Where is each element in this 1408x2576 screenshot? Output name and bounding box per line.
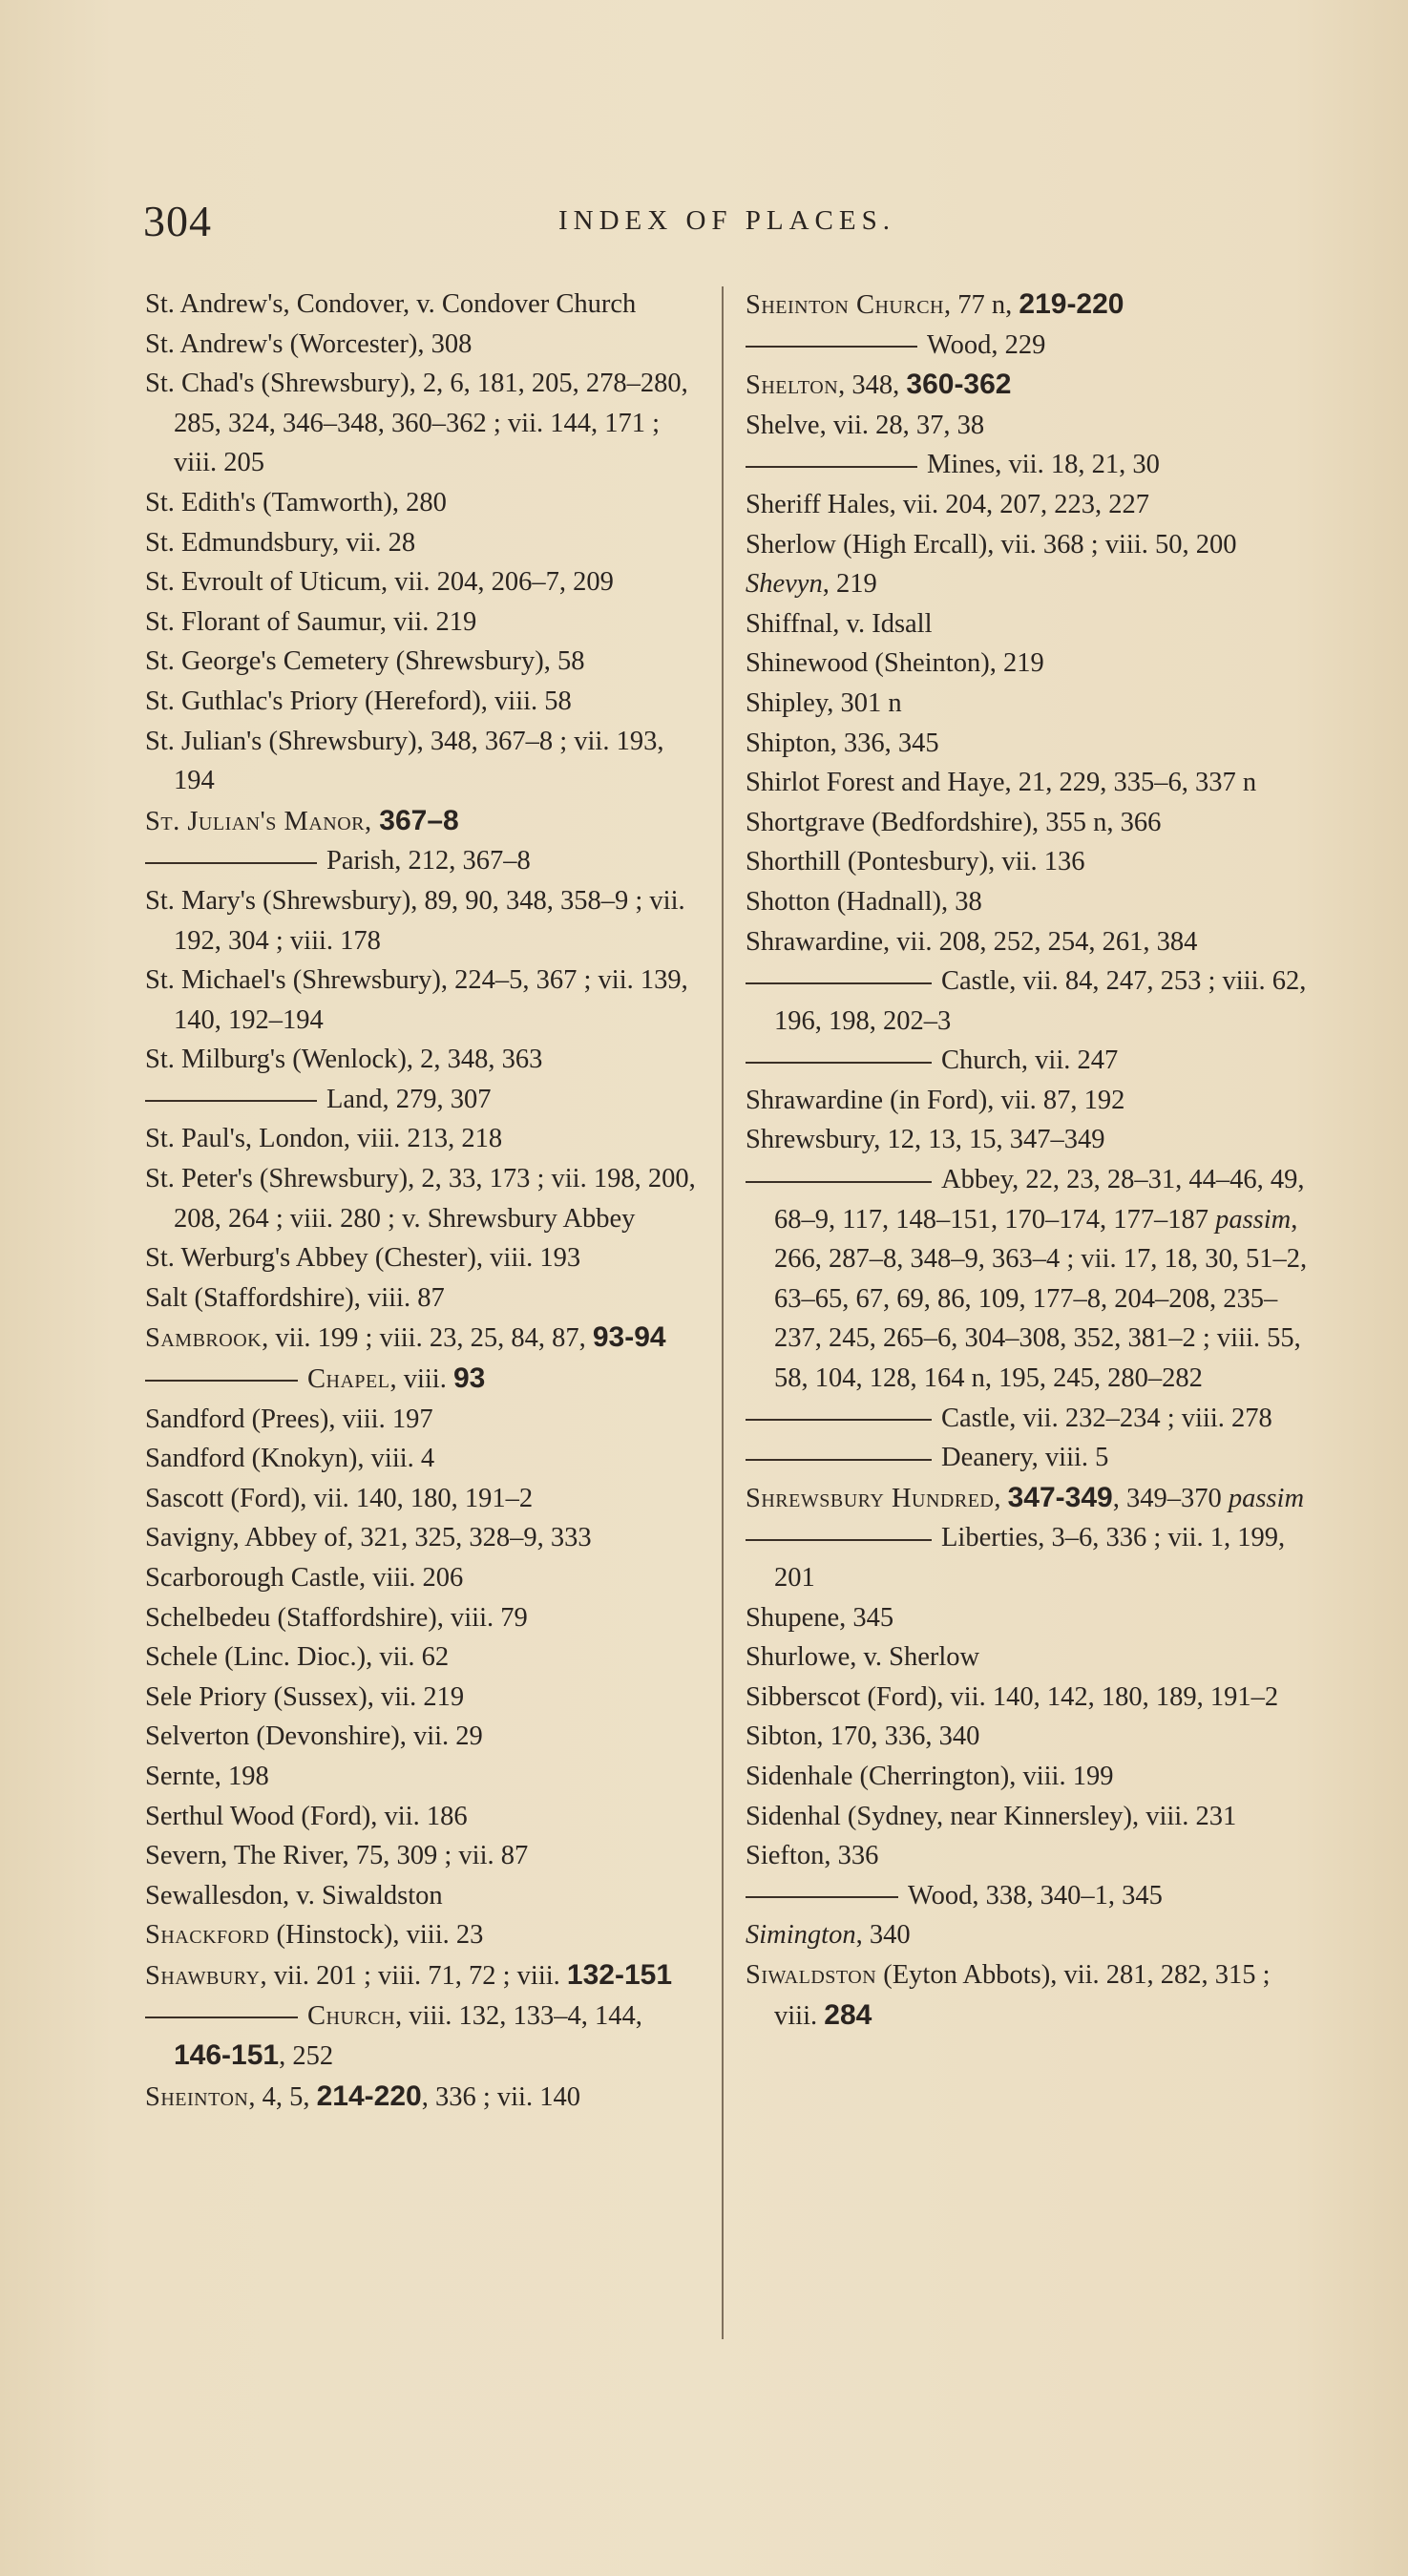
- index-subentry: Castle, vii. 84, 247, 253 ; viii. 62, 196, 198, 202–3: [746, 961, 1318, 1041]
- index-entry: Shirlot Forest and Haye, 21, 229, 335–6, 337 n: [746, 768, 1257, 798]
- index-entry: St. Michael's (Shrewsbury), 224–5, 367 ; vii. 139, 140, 192–194: [145, 965, 688, 1035]
- index-entry: Sandford (Prees), viii. 197: [145, 1404, 433, 1434]
- index-entry: Selverton (Devonshire), vii. 29: [145, 1721, 483, 1752]
- column-divider: [722, 286, 724, 2339]
- index-entry: Schelbedeu (Staffordshire), viii. 79: [145, 1602, 528, 1633]
- index-entry: Sidenhal (Sydney, near Kinnersley), viii. 231: [746, 1801, 1237, 1831]
- index-entry: St. Mary's (Shrewsbury), 89, 90, 348, 358–9 ; vii. 192, 304 ; viii. 178: [145, 885, 685, 956]
- index-entry: St. Julian's Manor, 367–8: [145, 804, 459, 836]
- index-entry: Shrewsbury Hundred, 347-349, 349–370 passim: [746, 1481, 1305, 1513]
- page-number: 304: [143, 197, 212, 245]
- index-entry: Simington, 340: [746, 1920, 911, 1951]
- running-title: INDEX OF PLACES.: [558, 205, 895, 236]
- index-entry: St. Chad's (Shrewsbury), 2, 6, 181, 205, 278–280, 285, 324, 346–348, 360–362 ; vii. 144, 171 ; viii. 205: [145, 369, 688, 478]
- index-subentry: Church, viii. 132, 133–4, 144, 146-151, 252: [145, 1996, 704, 2077]
- index-entry: St. Paul's, London, viii. 213, 218: [145, 1124, 503, 1154]
- index-subentry: Castle, vii. 232–234 ; viii. 278: [746, 1399, 1318, 1439]
- index-entry: Shevyn, 219: [746, 569, 877, 600]
- index-entry: Shipton, 336, 345: [746, 728, 939, 758]
- index-entry: Serthul Wood (Ford), vii. 186: [145, 1801, 468, 1831]
- index-entry: Sewallesdon, v. Siwaldston: [145, 1880, 443, 1911]
- index-entry: Shorthill (Pontesbury), vii. 136: [746, 847, 1085, 877]
- index-entry: Schele (Linc. Dioc.), vii. 62: [145, 1642, 450, 1673]
- index-entry: Salt (Staffordshire), viii. 87: [145, 1282, 445, 1313]
- index-entry: Siefton, 336: [746, 1841, 879, 1871]
- index-entry: Sherlow (High Ercall), vii. 368 ; viii. 50, 200: [746, 529, 1237, 560]
- index-entry: Shortgrave (Bedfordshire), 355 n, 366: [746, 807, 1162, 837]
- index-entry: Severn, The River, 75, 309 ; vii. 87: [145, 1841, 529, 1871]
- index-entry: Shinewood (Sheinton), 219: [746, 648, 1044, 679]
- ditto-dash: [145, 862, 317, 864]
- index-entry: Sambrook, vii. 199 ; viii. 23, 25, 84, 87, 93-94: [145, 1321, 666, 1354]
- ditto-dash: [746, 1419, 932, 1421]
- index-entry: Sidenhale (Cherrington), viii. 199: [746, 1761, 1114, 1791]
- index-subentry: Deanery, viii. 5: [746, 1438, 1318, 1478]
- index-entry: Shelton, 348, 360-362: [746, 369, 1012, 401]
- index-subentry: Wood, 338, 340–1, 345: [746, 1876, 1318, 1916]
- index-subentry: Wood, 229: [746, 326, 1318, 366]
- index-entry: St. Edith's (Tamworth), 280: [145, 487, 447, 517]
- index-entry: Shackford (Hinstock), viii. 23: [145, 1920, 484, 1951]
- index-entry: St. Andrew's, Condover, v. Condover Church: [145, 289, 637, 319]
- index-subentry: Land, 279, 307: [145, 1080, 704, 1120]
- index-entry: St. Edmundsbury, vii. 28: [145, 527, 416, 558]
- index-entry: St. Guthlac's Priory (Hereford), viii. 58: [145, 686, 572, 716]
- ditto-dash: [746, 466, 917, 468]
- ditto-dash: [746, 346, 917, 348]
- index-entry: St. Julian's (Shrewsbury), 348, 367–8 ; vii. 193, 194: [145, 726, 664, 796]
- index-entry: Siwaldston (Eyton Abbots), vii. 281, 282, 315 ; viii. 284: [746, 1959, 1271, 2031]
- index-entry: St. Florant of Saumur, vii. 219: [145, 606, 477, 637]
- index-entry: Shrawardine, vii. 208, 252, 254, 261, 384: [746, 926, 1198, 957]
- index-entry: Sandford (Knokyn), viii. 4: [145, 1444, 435, 1474]
- index-entry: St. Evroult of Uticum, vii. 204, 206–7, 209: [145, 567, 614, 598]
- index-entry: Sele Priory (Sussex), vii. 219: [145, 1681, 465, 1712]
- index-entry: St. Peter's (Shrewsbury), 2, 33, 173 ; vii. 198, 200, 208, 264 ; viii. 280 ; v. Shrewsbury Abbey: [145, 1164, 696, 1234]
- ditto-dash: [145, 1380, 298, 1382]
- index-subentry: Mines, vii. 18, 21, 30: [746, 445, 1318, 485]
- ditto-dash: [746, 1181, 932, 1183]
- index-subentry: Abbey, 22, 23, 28–31, 44–46, 49, 68–9, 117, 148–151, 170–174, 177–187 passim, 266, 287–8, 348–9, 363–4 ; vii. 17, 18, 30, 51–2, 63–65, 67, 69, 86, 109, 177–8, 204–208, 235–237, 245, 265–6, 304–308, 352, 381–2 ; viii. 55, 58, 104, 128, 164 n, 195, 245, 280–282: [746, 1160, 1318, 1399]
- index-subentry: Parish, 212, 367–8: [145, 841, 704, 881]
- ditto-dash: [746, 982, 932, 984]
- index-entry: St. Milburg's (Wenlock), 2, 348, 363: [145, 1045, 543, 1075]
- ditto-dash: [145, 2016, 298, 2018]
- ditto-dash: [145, 1100, 317, 1102]
- page-header: [143, 196, 1289, 253]
- ditto-dash: [746, 1896, 898, 1898]
- index-entry: Shelve, vii. 28, 37, 38: [746, 410, 985, 440]
- ditto-dash: [746, 1539, 932, 1541]
- index-entry: Shupene, 345: [746, 1602, 894, 1633]
- index-subentry: Chapel, viii. 93: [145, 1359, 704, 1400]
- index-entry: Sheinton, 4, 5, 214-220, 336 ; vii. 140: [145, 2080, 580, 2112]
- index-column-right: [746, 285, 1318, 2036]
- index-entry: Shurlowe, v. Sherlow: [746, 1642, 980, 1673]
- index-entry: Sibton, 170, 336, 340: [746, 1721, 980, 1752]
- index-entry: Sascott (Ford), vii. 140, 180, 191–2: [145, 1483, 534, 1513]
- ditto-dash: [746, 1062, 932, 1064]
- index-entry: Shotton (Hadnall), 38: [746, 886, 982, 917]
- index-entry: Shiffnal, v. Idsall: [746, 608, 933, 639]
- index-entry: Sheriff Hales, vii. 204, 207, 223, 227: [746, 489, 1149, 519]
- index-entry: Scarborough Castle, viii. 206: [145, 1563, 464, 1593]
- index-entry: St. George's Cemetery (Shrewsbury), 58: [145, 646, 585, 677]
- index-entry: Shrewsbury, 12, 13, 15, 347–349: [746, 1125, 1105, 1155]
- index-entry: St. Andrew's (Worcester), 308: [145, 328, 473, 359]
- index-subentry: Liberties, 3–6, 336 ; vii. 1, 199, 201: [746, 1518, 1318, 1597]
- index-entry: Savigny, Abbey of, 321, 325, 328–9, 333: [145, 1523, 592, 1553]
- index-entry: Sheinton Church, 77 n, 219-220: [746, 288, 1124, 320]
- index-entry: Shawbury, vii. 201 ; viii. 71, 72 ; viii. 132-151: [145, 1958, 673, 1991]
- ditto-dash: [746, 1459, 932, 1461]
- index-entry: Shrawardine (in Ford), vii. 87, 192: [746, 1085, 1125, 1115]
- index-entry: St. Werburg's Abbey (Chester), viii. 193: [145, 1243, 581, 1274]
- index-subentry: Church, vii. 247: [746, 1041, 1318, 1081]
- index-entry: Sibberscot (Ford), vii. 140, 142, 180, 189, 191–2: [746, 1681, 1279, 1712]
- index-column-left: [145, 285, 704, 2117]
- index-entry: Shipley, 301 n: [746, 687, 902, 718]
- index-entry: Sernte, 198: [145, 1761, 269, 1791]
